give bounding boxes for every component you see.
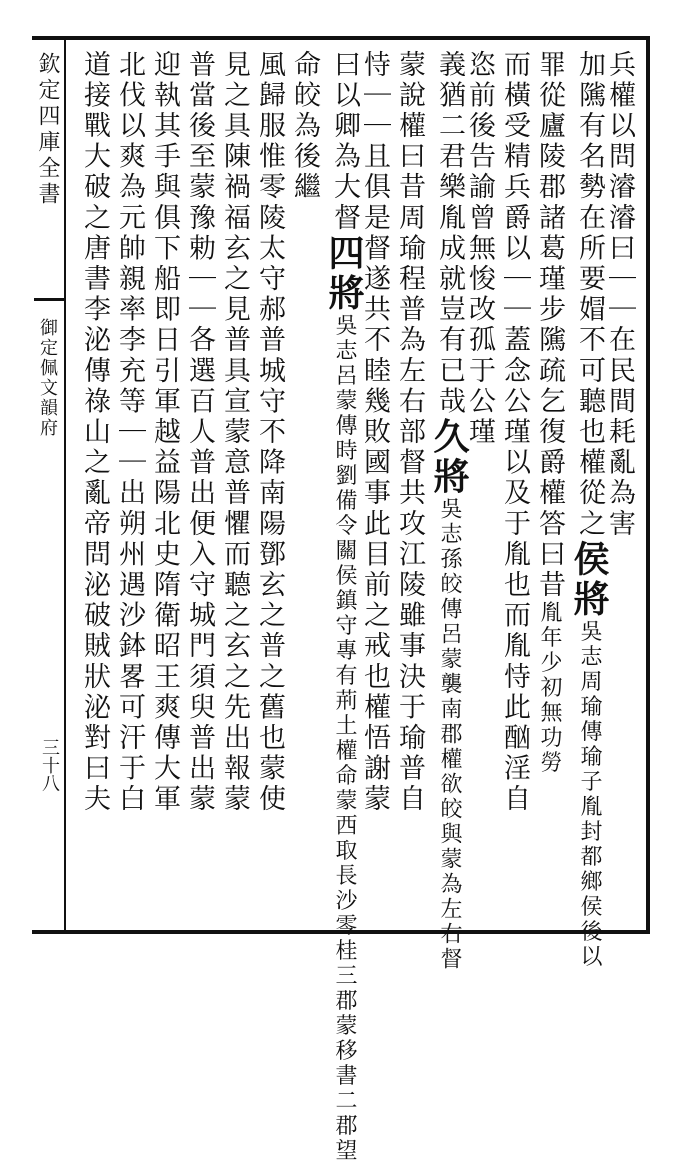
book-title: 欽定四庫全書 (35, 52, 60, 208)
text-column-1: 兵權以問濬濬曰｜｜在民間耗亂為害 (604, 50, 635, 540)
text-column-12: 見之具陳禍福玄之見普具宣蒙意普懼而聽之玄之先出報蒙 (219, 50, 250, 815)
text-column-3: 罪從廬陵郡諸葛瑾步隲疏乞復爵權答曰昔胤年少初無功勞 (534, 50, 565, 776)
entry-heading: 四將 (323, 233, 365, 314)
text-column-13: 普當後至蒙豫勅｜｜各選百人普出便入守城門須臾普出蒙 (184, 50, 215, 815)
text-column-14: 迎執其手與俱下船即日引軍越益陽北史隋衛昭王爽傳大軍 (149, 50, 180, 815)
annotation: 吳志周瑜傳瑜子胤封都鄉侯後以 (577, 619, 602, 970)
text-column-10: 命皎為後繼 (289, 50, 320, 203)
text-column-8: 恃｜｜且俱是督遂共不睦幾敗國事此目前之戒也權悟謝蒙 (359, 50, 390, 815)
text-column-16: 道接戰大破之唐書李泌傳祿山之亂帝問泌破賊狀泌對曰夫 (79, 50, 110, 815)
annotation: 吳志孫皎傳呂蒙襲南郡權欲皎與蒙為左右督 (437, 497, 462, 973)
text-column-5: 恣前後告諭曾無悛改孤于公瑾 (464, 50, 495, 448)
annotation: 吳志呂蒙傳時劉備令關侯鎮守專有荊土權命蒙西取長沙零桂三郡蒙移書二郡望 (332, 313, 357, 1164)
annotation: 胤年少初無功勞 (537, 600, 562, 776)
page-number: 三十八 (39, 738, 60, 792)
entry-heading: 侯將 (568, 539, 610, 620)
text-column-4: 而橫受精兵爵以｜｜蓋念公瑾以及于胤也而胤恃此酗淫自 (499, 50, 530, 815)
text-column-15: 北伐以爽為元帥親率李充等｜｜出朔州遇沙鉢畧可汗于白 (114, 50, 145, 815)
text-column-7: 蒙說權曰昔周瑜程普為左右部督共攻江陵雖事決于瑜普自 (394, 50, 425, 815)
text-column-9: 曰以卿為大督四將吳志呂蒙傳時劉備令關侯鎮守專有荊土權命蒙西取長沙零桂三郡蒙移書二郡望 (323, 50, 365, 1164)
text-column-11: 風歸服惟零陵太守郝普城守不降南陽鄧玄之普之舊也蒙使 (254, 50, 285, 815)
margin-divider (34, 298, 64, 301)
text-column-6: 義猶二君樂胤成就豈有已哉久將吳志孫皎傳呂蒙襲南郡權欲皎與蒙為左右督 (428, 50, 470, 973)
top-border (32, 36, 650, 40)
right-border (646, 36, 650, 934)
entry-heading: 久將 (428, 417, 470, 498)
text-column-2: 加隲有名勢在所要媢不可聽也權從之侯將吳志周瑜傳瑜子胤封都鄉侯後以 (568, 50, 610, 970)
volume-title: 御定佩文韻府 (37, 318, 58, 438)
margin-rule (64, 36, 66, 934)
